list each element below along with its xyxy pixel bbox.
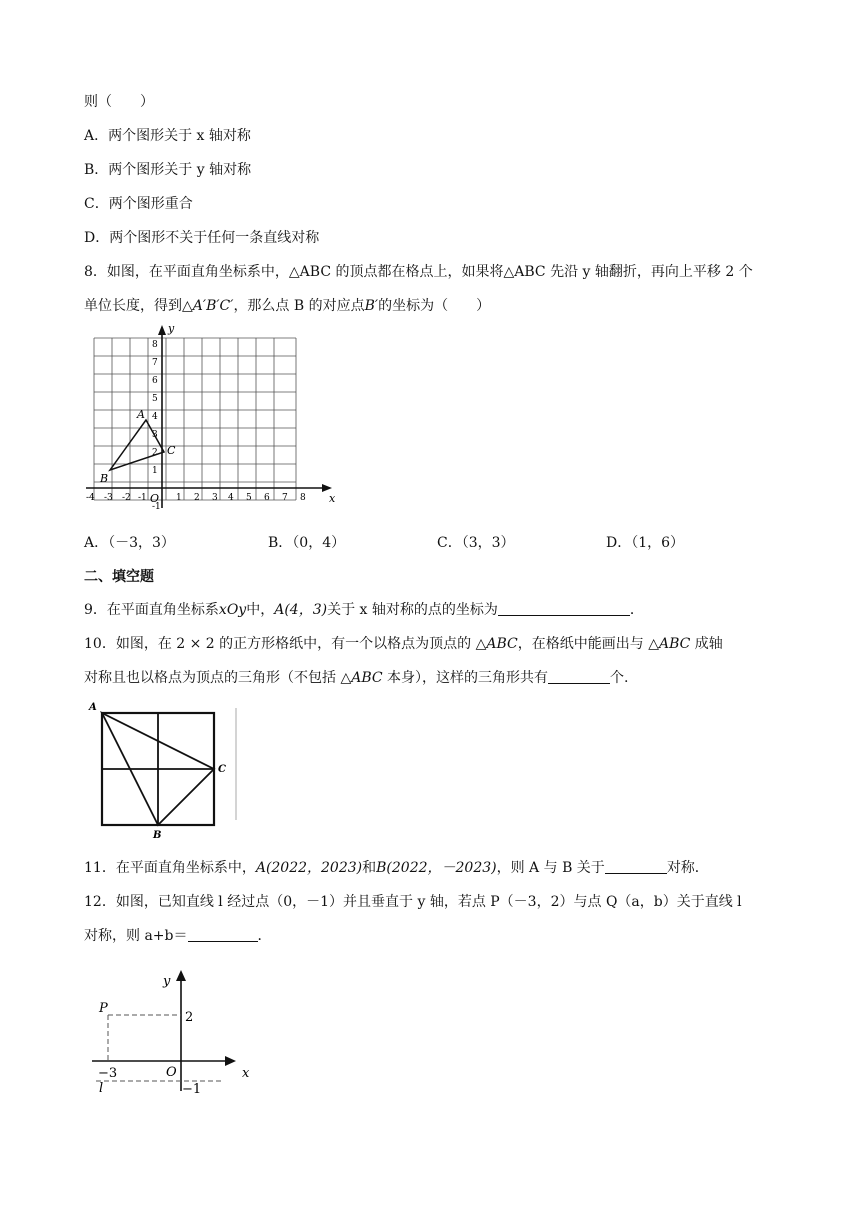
q7-option-d: D．两个图形不关于任何一条直线对称 (84, 230, 320, 246)
q10-line2: 对称且也以格点为顶点的三角形（不包括 △ABC 本身），这样的三角形共有 个. (84, 670, 629, 686)
svg-text:5: 5 (246, 493, 252, 503)
q11-text: 11．在平面直角坐标系中，A(2022，2023)和B(2022，－2023)，则 A 与 B 关于 对称． (84, 860, 709, 876)
q12-line2: 对称，则 a+b＝ ． (84, 928, 272, 944)
svg-text:2: 2 (152, 448, 158, 458)
q8-y-axis-label: y (168, 322, 175, 335)
q8-x-tick-labels (86, 493, 306, 503)
q12-coordinate-figure (86, 965, 266, 1095)
q12-tick-neg3-label: −3 (98, 1066, 118, 1081)
svg-text:-1: -1 (138, 493, 147, 503)
q8-option-c: C．（3，3） (437, 535, 515, 551)
q8-triangle-abc (110, 420, 164, 470)
q10-answer-blank[interactable] (548, 669, 610, 684)
q12-origin-label: O (166, 1065, 177, 1080)
q8-line2: 单位长度，得到△A′B′C′，那么点 B 的对应点B′的坐标为（ ） (84, 298, 491, 314)
q12-y-axis-arrow-icon (176, 970, 186, 981)
q12-line-l-label: l (99, 1081, 104, 1095)
svg-text:1: 1 (152, 466, 158, 476)
q11-answer-blank[interactable] (605, 859, 667, 874)
q9-answer-blank[interactable] (498, 601, 630, 616)
q8-point-a-label: A (137, 408, 145, 421)
svg-text:8: 8 (300, 493, 306, 503)
q8-option-d: D．（1，6） (606, 535, 685, 551)
q7-stem-end: 则（ ） (84, 94, 154, 110)
q8-point-c-label: C (167, 444, 176, 457)
q8-grid-lines (94, 338, 296, 500)
svg-text:5: 5 (152, 394, 158, 404)
svg-text:7: 7 (152, 358, 158, 368)
q8-option-a: A．（－3，3） (84, 535, 175, 551)
q9-text: 9．在平面直角坐标系xOy中，A(4，3)关于 x 轴对称的点的坐标为 ． (84, 602, 644, 618)
q12-tick-neg1-label: −1 (182, 1082, 202, 1095)
svg-text:8: 8 (152, 340, 158, 350)
q12-line1: 12．如图，已知直线 l 经过点（0，－1）并且垂直于 y 轴，若点 P（－3，2）与点 Q（a，b）关于直线 l (84, 894, 742, 910)
q8-x-axis-arrow-icon (322, 484, 332, 492)
q8-option-b: B．（0，4） (268, 535, 346, 551)
svg-text:4: 4 (152, 412, 158, 422)
q12-point-p-label: P (99, 1001, 108, 1016)
q12-x-axis-arrow-icon (225, 1056, 236, 1066)
svg-text:1: 1 (176, 493, 182, 503)
q8-origin-label: O (150, 492, 160, 505)
svg-text:-1: -1 (152, 502, 161, 512)
svg-text:7: 7 (282, 493, 288, 503)
q8-coordinate-grid-figure (80, 322, 345, 514)
svg-text:-4: -4 (86, 493, 95, 503)
q7-option-c: C．两个图形重合 (84, 196, 193, 212)
q8-y-tick-labels (152, 340, 161, 512)
q8-line1: 8．如图，在平面直角坐标系中，△ABC 的顶点都在格点上，如果将△ABC 先沿 y 轴翻折，再向上平移 2 个 (84, 264, 753, 280)
svg-text:3: 3 (212, 493, 218, 503)
q8-y-axis-arrow-icon (158, 325, 166, 335)
q10-point-a-label: A (89, 702, 97, 713)
q8-x-axis-label: x (329, 492, 336, 505)
q12-x-axis-label: x (242, 1066, 250, 1081)
svg-text:6: 6 (152, 376, 158, 386)
q12-tick-2-label: 2 (185, 1010, 194, 1025)
q7-option-b: B．两个图形关于 y 轴对称 (84, 162, 252, 178)
q10-grid-figure (86, 698, 246, 840)
q12-answer-blank[interactable] (188, 927, 258, 942)
q12-y-axis-label: y (163, 974, 171, 989)
q10-point-c-label: C (218, 764, 226, 775)
svg-text:3: 3 (152, 430, 158, 440)
q8-point-b-label: B (100, 472, 109, 485)
q7-option-a: A．两个图形关于 x 轴对称 (84, 128, 251, 144)
q10-line1: 10．如图，在 2 × 2 的正方形格纸中，有一个以格点为顶点的 △ABC，在格纸中能画出与 △ABC 成轴 (84, 636, 723, 652)
svg-text:4: 4 (228, 493, 234, 503)
section-heading-fill-in: 二、填空题 (84, 569, 154, 585)
q10-point-b-label: B (153, 830, 162, 840)
svg-text:6: 6 (264, 493, 270, 503)
svg-text:-3: -3 (104, 493, 113, 503)
svg-text:-2: -2 (122, 493, 131, 503)
svg-text:2: 2 (194, 493, 200, 503)
